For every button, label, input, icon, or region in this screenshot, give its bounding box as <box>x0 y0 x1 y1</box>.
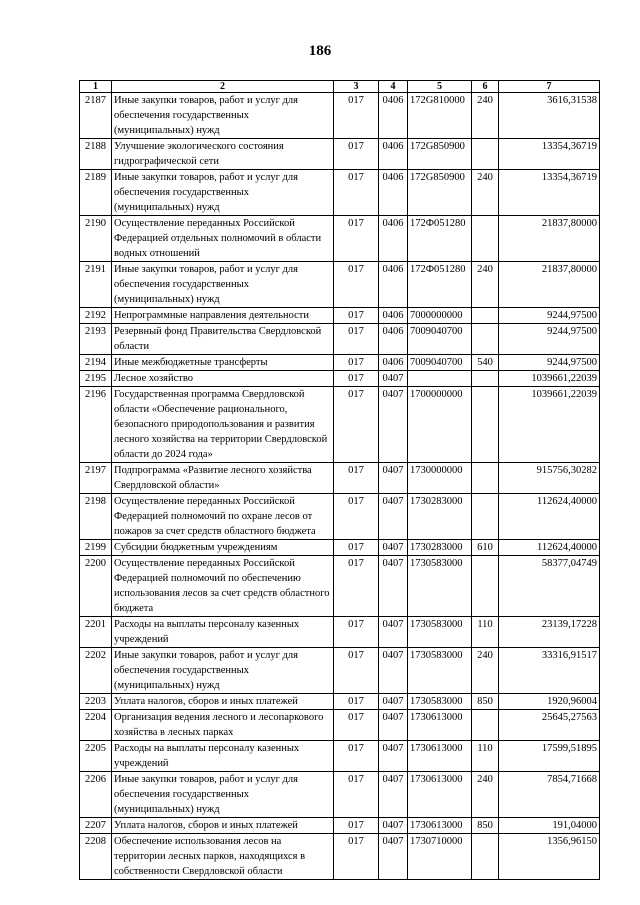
ministry-code-cell: 017 <box>334 694 379 710</box>
expense-type-cell <box>472 371 499 387</box>
section-code-cell: 0407 <box>379 387 408 463</box>
ministry-code-cell: 017 <box>334 93 379 139</box>
amount-cell: 9244,97500 <box>499 355 600 371</box>
section-code-cell: 0406 <box>379 262 408 308</box>
expense-type-cell <box>472 556 499 617</box>
item-name-cell: Иные закупки товаров, работ и услуг для обеспечения государственных (муниципальных) нужд <box>112 170 334 216</box>
row-number-cell: 2208 <box>80 834 112 880</box>
header-col-2: 2 <box>112 81 334 93</box>
expense-type-cell <box>472 463 499 494</box>
page-number: 186 <box>308 43 332 59</box>
target-article-cell: 1730583000 <box>408 617 472 648</box>
expense-type-cell: 240 <box>472 262 499 308</box>
section-code-cell: 0407 <box>379 617 408 648</box>
expense-type-cell: 240 <box>472 648 499 694</box>
ministry-code-cell: 017 <box>334 617 379 648</box>
amount-cell: 1356,96150 <box>499 834 600 880</box>
amount-cell: 25645,27563 <box>499 710 600 741</box>
target-article-cell: 172G850900 <box>408 170 472 216</box>
table-row <box>80 216 600 262</box>
row-number-cell: 2207 <box>80 818 112 834</box>
expense-type-cell: 110 <box>472 741 499 772</box>
row-number-cell: 2202 <box>80 648 112 694</box>
amount-cell: 17599,51895 <box>499 741 600 772</box>
row-number-cell: 2200 <box>80 556 112 617</box>
row-number-cell: 2201 <box>80 617 112 648</box>
amount-cell: 191,04000 <box>499 818 600 834</box>
header-col-7: 7 <box>499 81 600 93</box>
amount-cell: 13354,36719 <box>499 170 600 216</box>
header-col-6: 6 <box>472 81 499 93</box>
table-row <box>80 387 600 463</box>
amount-cell: 112624,40000 <box>499 494 600 540</box>
ministry-code-cell: 017 <box>334 262 379 308</box>
table-row <box>80 170 600 216</box>
section-code-cell: 0406 <box>379 324 408 355</box>
item-name-cell: Уплата налогов, сборов и иных платежей <box>112 694 334 710</box>
expense-type-cell: 110 <box>472 617 499 648</box>
section-code-cell: 0407 <box>379 772 408 818</box>
table-row <box>80 139 600 170</box>
expense-type-cell: 240 <box>472 93 499 139</box>
target-article-cell: 1730583000 <box>408 556 472 617</box>
amount-cell: 21837,80000 <box>499 262 600 308</box>
section-code-cell: 0407 <box>379 648 408 694</box>
expense-type-cell <box>472 710 499 741</box>
ministry-code-cell: 017 <box>334 556 379 617</box>
item-name-cell: Осуществление переданных Российской Федерацией полномочий по охране лесов от пожаров за счет средств областного бюджета <box>112 494 334 540</box>
header-col-5: 5 <box>408 81 472 93</box>
target-article-cell: 7009040700 <box>408 355 472 371</box>
target-article-cell: 172Ф051280 <box>408 262 472 308</box>
row-number-cell: 2191 <box>80 262 112 308</box>
table-row <box>80 463 600 494</box>
expense-type-cell: 850 <box>472 694 499 710</box>
row-number-cell: 2198 <box>80 494 112 540</box>
amount-cell: 23139,17228 <box>499 617 600 648</box>
ministry-code-cell: 017 <box>334 494 379 540</box>
section-code-cell: 0407 <box>379 741 408 772</box>
row-number-cell: 2206 <box>80 772 112 818</box>
ministry-code-cell: 017 <box>334 710 379 741</box>
header-col-4: 4 <box>379 81 408 93</box>
section-code-cell: 0407 <box>379 694 408 710</box>
row-number-cell: 2193 <box>80 324 112 355</box>
header-col-3: 3 <box>334 81 379 93</box>
item-name-cell: Обеспечение использования лесов на территории лесных парков, находящихся в собственности Свердловской области <box>112 834 334 880</box>
target-article-cell: 1730710000 <box>408 834 472 880</box>
ministry-code-cell: 017 <box>334 818 379 834</box>
ministry-code-cell: 017 <box>334 387 379 463</box>
table-row <box>80 710 600 741</box>
item-name-cell: Государственная программа Свердловской области «Обеспечение рационального, безопасного природопользования и развития лесного хозяйства на территории Свердловской области до 2024 года» <box>112 387 334 463</box>
row-number-cell: 2196 <box>80 387 112 463</box>
item-name-cell: Организация ведения лесного и лесопаркового хозяйства в лесных парках <box>112 710 334 741</box>
expense-type-cell: 610 <box>472 540 499 556</box>
row-number-cell: 2192 <box>80 308 112 324</box>
expense-type-cell <box>472 216 499 262</box>
ministry-code-cell: 017 <box>334 540 379 556</box>
row-number-cell: 2205 <box>80 741 112 772</box>
expense-type-cell <box>472 494 499 540</box>
section-code-cell: 0406 <box>379 216 408 262</box>
table-row <box>80 556 600 617</box>
ministry-code-cell: 017 <box>334 216 379 262</box>
ministry-code-cell: 017 <box>334 772 379 818</box>
ministry-code-cell: 017 <box>334 834 379 880</box>
item-name-cell: Расходы на выплаты персоналу казенных учреждений <box>112 741 334 772</box>
target-article-cell: 1730613000 <box>408 772 472 818</box>
amount-cell: 9244,97500 <box>499 324 600 355</box>
expense-type-cell <box>472 308 499 324</box>
target-article-cell: 1730283000 <box>408 494 472 540</box>
section-code-cell: 0406 <box>379 308 408 324</box>
section-code-cell: 0406 <box>379 170 408 216</box>
row-number-cell: 2194 <box>80 355 112 371</box>
ministry-code-cell: 017 <box>334 324 379 355</box>
item-name-cell: Иные межбюджетные трансферты <box>112 355 334 371</box>
item-name-cell: Резервный фонд Правительства Свердловской области <box>112 324 334 355</box>
target-article-cell: 172G850900 <box>408 139 472 170</box>
ministry-code-cell: 017 <box>334 463 379 494</box>
amount-cell: 33316,91517 <box>499 648 600 694</box>
item-name-cell: Лесное хозяйство <box>112 371 334 387</box>
amount-cell: 1039661,22039 <box>499 371 600 387</box>
row-number-cell: 2204 <box>80 710 112 741</box>
expense-type-cell: 540 <box>472 355 499 371</box>
table-row <box>80 772 600 818</box>
item-name-cell: Непрограммные направления деятельности <box>112 308 334 324</box>
section-code-cell: 0407 <box>379 463 408 494</box>
item-name-cell: Осуществление переданных Российской Федерацией полномочий по обеспечению использования лесов за счет средств областного бюджета <box>112 556 334 617</box>
target-article-cell <box>408 371 472 387</box>
amount-cell: 9244,97500 <box>499 308 600 324</box>
item-name-cell: Субсидии бюджетным учреждениям <box>112 540 334 556</box>
table-row <box>80 355 600 371</box>
expense-type-cell: 850 <box>472 818 499 834</box>
section-code-cell: 0406 <box>379 93 408 139</box>
table-row <box>80 262 600 308</box>
item-name-cell: Иные закупки товаров, работ и услуг для обеспечения государственных (муниципальных) нужд <box>112 93 334 139</box>
header-col-1: 1 <box>80 81 112 93</box>
ministry-code-cell: 017 <box>334 355 379 371</box>
expense-type-cell <box>472 324 499 355</box>
row-number-cell: 2187 <box>80 93 112 139</box>
target-article-cell: 172Ф051280 <box>408 216 472 262</box>
amount-cell: 1039661,22039 <box>499 387 600 463</box>
section-code-cell: 0406 <box>379 139 408 170</box>
item-name-cell: Иные закупки товаров, работ и услуг для обеспечения государственных (муниципальных) нужд <box>112 648 334 694</box>
row-number-cell: 2195 <box>80 371 112 387</box>
expense-type-cell: 240 <box>472 170 499 216</box>
target-article-cell: 1730613000 <box>408 710 472 741</box>
table-row <box>80 617 600 648</box>
amount-cell: 112624,40000 <box>499 540 600 556</box>
row-number-cell: 2190 <box>80 216 112 262</box>
item-name-cell: Иные закупки товаров, работ и услуг для обеспечения государственных (муниципальных) нужд <box>112 262 334 308</box>
target-article-cell: 1730613000 <box>408 818 472 834</box>
row-number-cell: 2197 <box>80 463 112 494</box>
target-article-cell: 7000000000 <box>408 308 472 324</box>
section-code-cell: 0407 <box>379 710 408 741</box>
table-header <box>80 81 600 93</box>
ministry-code-cell: 017 <box>334 139 379 170</box>
target-article-cell: 1730283000 <box>408 540 472 556</box>
amount-cell: 58377,04749 <box>499 556 600 617</box>
item-name-cell: Уплата налогов, сборов и иных платежей <box>112 818 334 834</box>
item-name-cell: Улучшение экологического состояния гидрографической сети <box>112 139 334 170</box>
ministry-code-cell: 017 <box>334 741 379 772</box>
ministry-code-cell: 017 <box>334 648 379 694</box>
amount-cell: 1920,96004 <box>499 694 600 710</box>
target-article-cell: 1730613000 <box>408 741 472 772</box>
table-row <box>80 540 600 556</box>
header-row <box>80 81 600 93</box>
table-row <box>80 741 600 772</box>
table-row <box>80 648 600 694</box>
expense-type-cell <box>472 834 499 880</box>
table-row <box>80 93 600 139</box>
table-row <box>80 308 600 324</box>
ministry-code-cell: 017 <box>334 308 379 324</box>
item-name-cell: Иные закупки товаров, работ и услуг для обеспечения государственных (муниципальных) нужд <box>112 772 334 818</box>
target-article-cell: 1700000000 <box>408 387 472 463</box>
section-code-cell: 0407 <box>379 494 408 540</box>
target-article-cell: 1730583000 <box>408 694 472 710</box>
table-body <box>80 93 600 880</box>
row-number-cell: 2203 <box>80 694 112 710</box>
section-code-cell: 0407 <box>379 818 408 834</box>
target-article-cell: 172G810000 <box>408 93 472 139</box>
target-article-cell: 1730000000 <box>408 463 472 494</box>
section-code-cell: 0407 <box>379 834 408 880</box>
expense-type-cell: 240 <box>472 772 499 818</box>
section-code-cell: 0407 <box>379 540 408 556</box>
section-code-cell: 0407 <box>379 556 408 617</box>
budget-table <box>79 80 600 880</box>
row-number-cell: 2189 <box>80 170 112 216</box>
expense-type-cell <box>472 387 499 463</box>
table-row <box>80 324 600 355</box>
table-row <box>80 494 600 540</box>
amount-cell: 13354,36719 <box>499 139 600 170</box>
table-row <box>80 371 600 387</box>
row-number-cell: 2188 <box>80 139 112 170</box>
target-article-cell: 1730583000 <box>408 648 472 694</box>
table-row <box>80 694 600 710</box>
table-row <box>80 834 600 880</box>
table-row <box>80 818 600 834</box>
row-number-cell: 2199 <box>80 540 112 556</box>
item-name-cell: Подпрограмма «Развитие лесного хозяйства Свердловской области» <box>112 463 334 494</box>
target-article-cell: 7009040700 <box>408 324 472 355</box>
amount-cell: 21837,80000 <box>499 216 600 262</box>
amount-cell: 7854,71668 <box>499 772 600 818</box>
item-name-cell: Расходы на выплаты персоналу казенных учреждений <box>112 617 334 648</box>
ministry-code-cell: 017 <box>334 170 379 216</box>
section-code-cell: 0407 <box>379 371 408 387</box>
section-code-cell: 0406 <box>379 355 408 371</box>
amount-cell: 915756,30282 <box>499 463 600 494</box>
expense-type-cell <box>472 139 499 170</box>
amount-cell: 3616,31538 <box>499 93 600 139</box>
item-name-cell: Осуществление переданных Российской Федерацией отдельных полномочий в области водных отношений <box>112 216 334 262</box>
ministry-code-cell: 017 <box>334 371 379 387</box>
